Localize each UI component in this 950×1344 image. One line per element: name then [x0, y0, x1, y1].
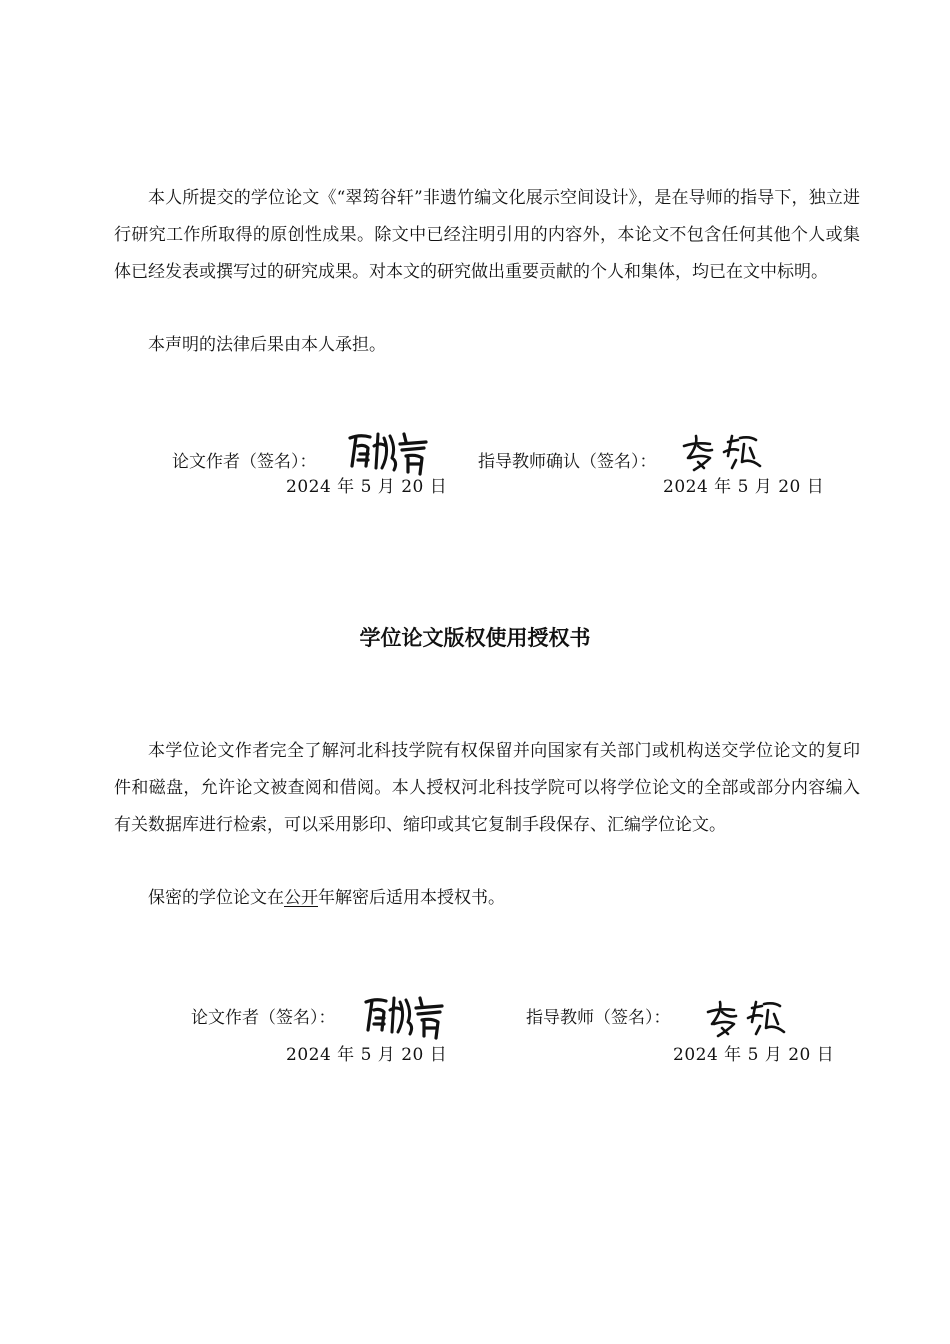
authorization-title: 学位论文版权使用授权书 — [359, 626, 591, 650]
declaration-liability-paragraph: 本声明的法律后果由本人承担。 — [148, 335, 386, 355]
authorization-advisor-label: 指导教师（签名）： — [526, 1008, 671, 1028]
declaration-author-label: 论文作者（签名）： — [172, 452, 317, 472]
author-signature-image — [362, 992, 448, 1040]
declaration-author-date: 2024 年 5 月 20 日 — [286, 477, 448, 497]
declaration-advisor-signature — [680, 432, 764, 472]
authorization-advisor-signature — [704, 998, 788, 1038]
declaration-advisor-label: 指导教师确认（签名）： — [478, 452, 657, 472]
advisor-signature-image — [704, 998, 788, 1038]
authorization-author-date: 2024 年 5 月 20 日 — [286, 1045, 448, 1065]
advisor-signature-image — [680, 432, 764, 472]
declaration-paragraph: 本人所提交的学位论文《“翠筠谷轩”非遗竹编文化展示空间设计》，是在导师的指导下，独立进行研究工作所取得的原创性成果。除文中已经注明引用的内容外，本论文不包含任何其他个人或集体已经发表或撰写过的研究成果。对本文的研究做出重要贡献的个人和集体，均已在文中标明。 — [114, 188, 860, 282]
confidentiality-text-after: 年解密后适用本授权书。 — [318, 888, 505, 908]
declaration-author-signature — [346, 428, 432, 476]
declaration-advisor-date: 2024 年 5 月 20 日 — [663, 477, 825, 497]
author-signature-image — [346, 428, 432, 476]
authorization-advisor-date: 2024 年 5 月 20 日 — [673, 1045, 835, 1065]
authorization-author-signature — [362, 992, 448, 1040]
authorization-paragraph: 本学位论文作者完全了解河北科技学院有权保留并向国家有关部门或机构送交学位论文的复印件和磁盘，允许论文被查阅和借阅。本人授权河北科技学院可以将学位论文的全部或部分内容编入有关数据库进行检索，可以采用影印、缩印或其它复制手段保存、汇编学位论文。 — [114, 741, 860, 835]
authorization-author-label: 论文作者（签名）： — [191, 1008, 336, 1028]
confidentiality-period: 公开 — [284, 888, 318, 908]
confidentiality-text-before: 保密的学位论文在 — [148, 888, 284, 908]
confidentiality-paragraph — [114, 880, 860, 917]
